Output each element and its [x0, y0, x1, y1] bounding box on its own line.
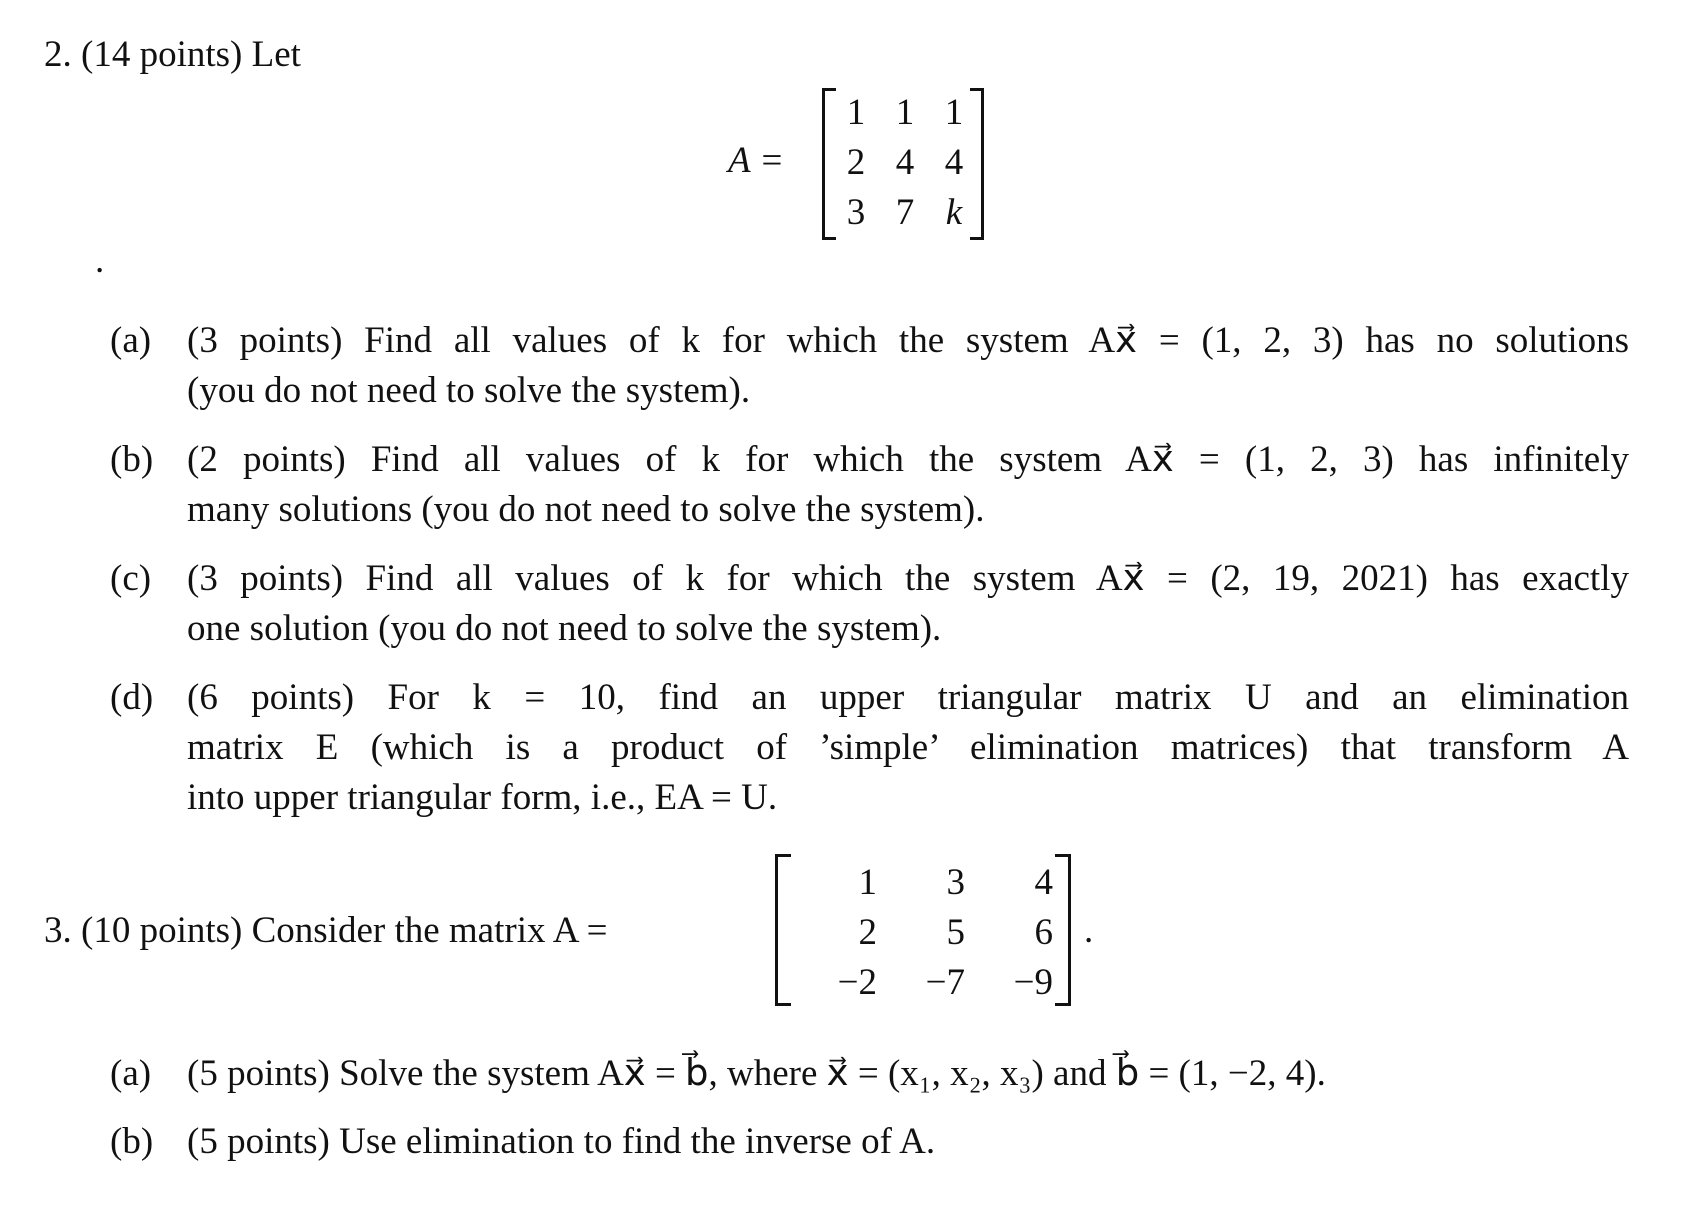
part-2d-line1: (6 points) For k = 10, find an upper triangular matrix U and an elimination: [187, 677, 1629, 718]
matrix-a-cell: 4: [944, 142, 964, 183]
part-2b-line1: (2 points) Find all values of k for which the system Ax⃗ = (1, 2, 3) has infinitely: [187, 439, 1629, 480]
matrix-3-period: .: [1084, 910, 1094, 951]
part-2a-label: (a): [110, 320, 152, 361]
problem-3-intro: (10 points) Consider the matrix A =: [81, 910, 608, 951]
matrix-3-right-bracket: [1055, 854, 1071, 1006]
matrix-a-cell: 1: [846, 92, 866, 133]
part-2c-label: (c): [110, 558, 152, 599]
problem-2-heading: [44, 36, 301, 73]
part-2b-line2: many solutions (you do not need to solve the system).: [187, 489, 985, 530]
matrix-a-cell: 7: [895, 192, 915, 233]
part-2c-line2: one solution (you do not need to solve the system).: [187, 608, 942, 649]
matrix-3-cell: 1: [858, 862, 877, 903]
matrix-3-cell: 3: [946, 862, 965, 903]
matrix-3-cell: 5: [946, 912, 965, 953]
stray-dot: .: [95, 240, 105, 281]
matrix-a-cell: 1: [944, 92, 964, 133]
part-2d-line2: matrix E (which is a product of ’simple’ elimination matrices) that transform A: [187, 727, 1629, 768]
part-2b-label: (b): [110, 439, 154, 480]
part-3b-text: (5 points) Use elimination to find the inverse of A.: [187, 1121, 936, 1162]
part-2d-label: (d): [110, 677, 154, 718]
part-2c-line1: (3 points) Find all values of k for which the system Ax⃗ = (2, 19, 2021) has exactly: [187, 558, 1629, 599]
part-2d-line3: into upper triangular form, i.e., EA = U.: [187, 777, 778, 818]
matrix-3-cell: 2: [858, 912, 877, 953]
matrix-3-left-bracket: [775, 854, 791, 1006]
problem-2-intro: Let: [251, 34, 301, 75]
part-2a-line1: (3 points) Find all values of k for which the system Ax⃗ = (1, 2, 3) has no solutions: [187, 320, 1629, 361]
matrix-3-cell: −7: [925, 962, 965, 1003]
matrix-a-cell: 4: [895, 142, 915, 183]
problem-3-number: 3.: [44, 910, 72, 951]
part-3a-label: (a): [110, 1053, 152, 1094]
problem-2-number: 2.: [44, 34, 72, 75]
matrix-a-cell: k: [945, 192, 963, 233]
matrix-3-cell: 4: [1034, 862, 1053, 903]
matrix-a-left-bracket: [822, 88, 836, 240]
part-2a-line2: (you do not need to solve the system).: [187, 370, 751, 411]
matrix-a-cell: 2: [846, 142, 866, 183]
matrix-3-cell: −2: [837, 962, 877, 1003]
matrix-a-problem-3: [775, 854, 1071, 1006]
matrix-a: [822, 88, 984, 240]
matrix-3-cell: −9: [1013, 962, 1053, 1003]
problem-2-points: (14 points): [81, 34, 243, 75]
matrix-a-label: A =: [728, 140, 785, 181]
part-3a-text: (5 points) Solve the system Ax⃗ = b⃗, where x⃗ = (x₁, x₂, x₃) and b⃗ = (1, −2, 4).: [187, 1053, 1326, 1094]
matrix-a-cell: 3: [846, 192, 866, 233]
matrix-3-cell: 6: [1034, 912, 1053, 953]
problem-3-heading: [44, 912, 608, 949]
part-3b-label: (b): [110, 1121, 154, 1162]
matrix-a-cell: 1: [895, 92, 915, 133]
